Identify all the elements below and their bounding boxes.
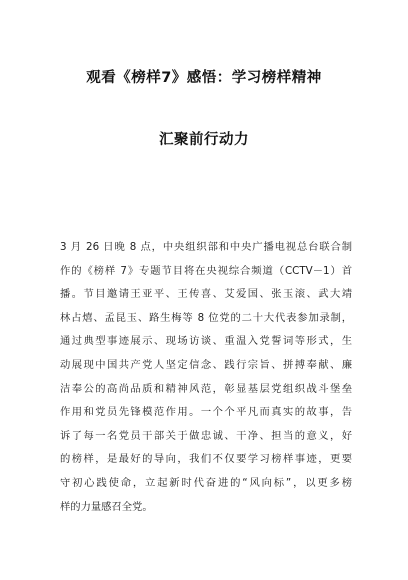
body-paragraph bbox=[60, 236, 352, 519]
paragraph-line: 的榜样，是最好的导向，我们不仅要学习榜样事迹，更要 bbox=[60, 453, 352, 466]
paragraph-line: 播。节目邀请王亚平、王传喜、艾爱国、张玉滚、武大靖 bbox=[60, 288, 352, 301]
paragraph-line: 作用和党员先锋模范作用。一个个平凡而真实的故事，告 bbox=[60, 406, 352, 419]
paragraph-line: 林占熺、孟昆玉、路生梅等 8 位党的二十大代表参加录制， bbox=[60, 311, 352, 324]
paragraph-line: 作的《榜样 7》专题节目将在央视综合频道（CCTV－1）首 bbox=[60, 264, 352, 277]
paragraph-line: 3 月 26 日晚 8 点，中央组织部和中央广播电视总台联合制 bbox=[60, 241, 352, 253]
paragraph-line: 动展现中国共产党人坚定信念、践行宗旨、拼搏奉献、廉 bbox=[60, 358, 352, 371]
paragraph-line: 诉了每一名党员干部关于做忠诚、干净、担当的意义，好 bbox=[60, 429, 352, 442]
paragraph-line: 通过典型事迹展示、现场访谈、重温入党誓词等形式，生 bbox=[60, 335, 352, 348]
document-subtitle: 汇聚前行动力 bbox=[159, 132, 249, 148]
paragraph-line: 守初心践使命，立起新时代奋进的“风向标”，以更多榜 bbox=[60, 476, 352, 489]
document-title: 观看《榜样7》感悟：学习榜样精神 bbox=[86, 70, 322, 86]
paragraph-line: 洁奉公的高尚品质和精神风范，彰显基层党组织战斗堡垒 bbox=[60, 382, 352, 395]
paragraph-line: 样的力量感召全党。 bbox=[60, 500, 153, 513]
